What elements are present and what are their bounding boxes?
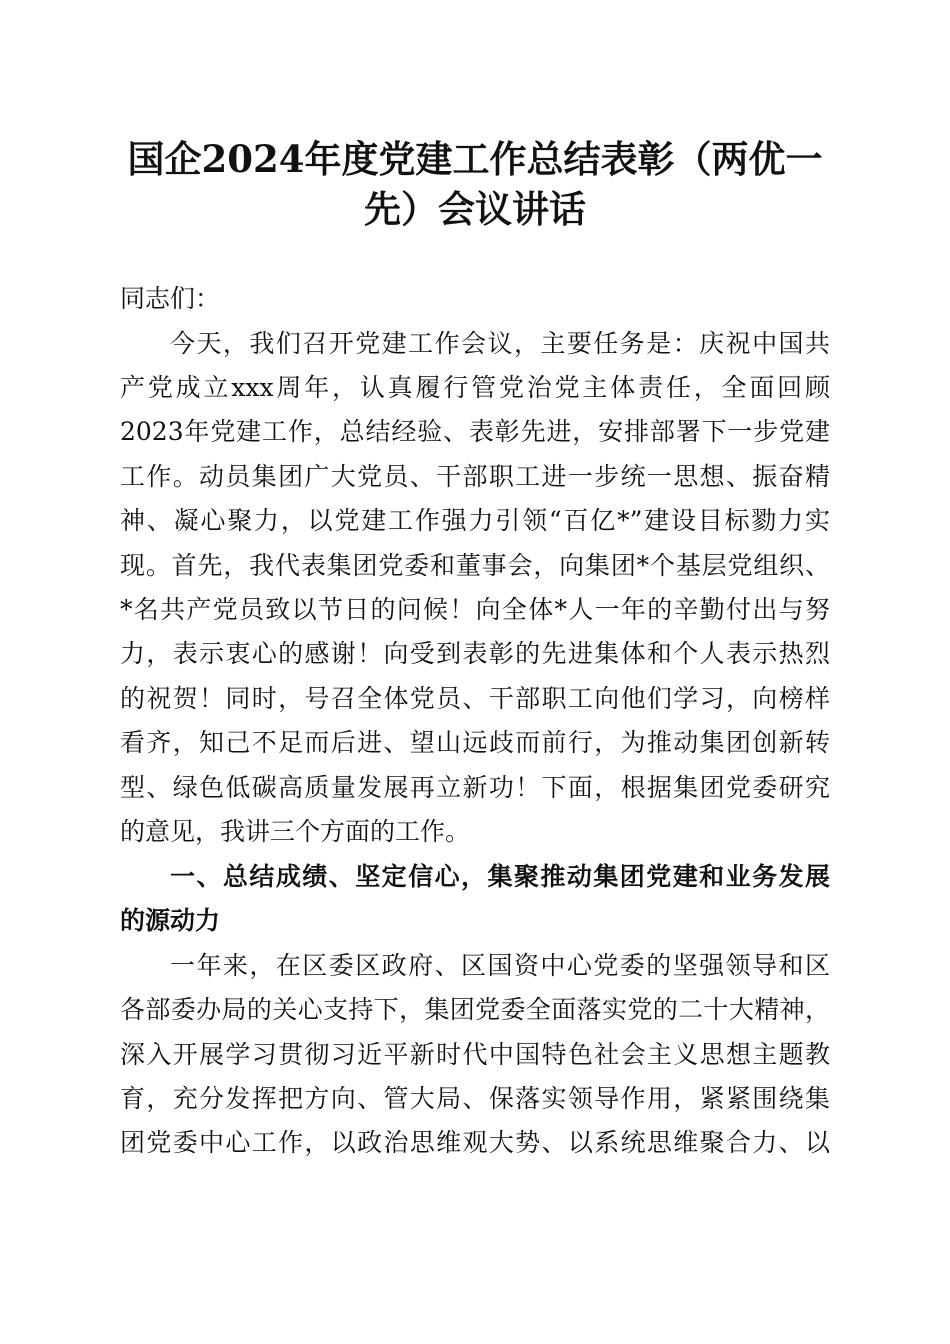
paragraph-1-line: 产党成立xxx周年，认真履行管党治党主体责任，全面回顾 — [120, 373, 830, 402]
paragraph-1-line: 现。首先，我代表集团党委和董事会，向集团*个基层党组织、 — [120, 551, 830, 580]
paragraph-2-line: 深入开展学习贯彻习近平新时代中国特色社会主义思想主题教 — [120, 1040, 830, 1069]
paragraph-1-line: 今天，我们召开党建工作会议，主要任务是：庆祝中国共 — [170, 329, 830, 358]
salutation: 同志们： — [120, 284, 221, 313]
section-1-heading-line: 的源动力 — [120, 906, 221, 935]
section-1-heading-line: 一、总结成绩、坚定信心，集聚推动集团党建和业务发展 — [170, 862, 830, 891]
paragraph-1-line: 型、绿色低碳高质量发展再立新功！下面，根据集团党委研究 — [120, 773, 830, 802]
paragraph-2-line: 各部委办局的关心支持下，集团党委全面落实党的二十大精神， — [120, 995, 830, 1024]
paragraph-2-line: 育，充分发挥把方向、管大局、保落实领导作用，紧紧围绕集 — [120, 1084, 830, 1113]
paragraph-1-line: *名共产党员致以节日的问候！向全体*人一年的辛勤付出与努 — [120, 595, 830, 624]
paragraph-1-line: 的意见，我讲三个方面的工作。 — [120, 817, 471, 846]
paragraph-2-line: 团党委中心工作，以政治思维观大势、以系统思维聚合力、以 — [120, 1128, 830, 1157]
paragraph-1-line: 看齐，知己不足而后进、望山远歧而前行，为推动集团创新转 — [120, 728, 830, 757]
document-title-line-1: 国企2024年度党建工作总结表彰（两优一 — [127, 137, 823, 181]
paragraph-1-line: 2023年党建工作，总结经验、表彰先进，安排部署下一步党建 — [120, 417, 830, 446]
paragraph-2-line: 一年来，在区委区政府、区国资中心党委的坚强领导和区 — [170, 951, 830, 980]
paragraph-1-line: 力，表示衷心的感谢！向受到表彰的先进集体和个人表示热烈 — [120, 639, 830, 668]
document-title-line-2: 先）会议讲话 — [364, 187, 586, 231]
paragraph-1-line: 神、凝心聚力，以党建工作强力引领“百亿*”建设目标勠力实 — [120, 506, 830, 535]
paragraph-1-line: 工作。动员集团广大党员、干部职工进一步统一思想、振奋精 — [120, 462, 830, 491]
paragraph-1-line: 的祝贺！同时，号召全体党员、干部职工向他们学习，向榜样 — [120, 684, 830, 713]
